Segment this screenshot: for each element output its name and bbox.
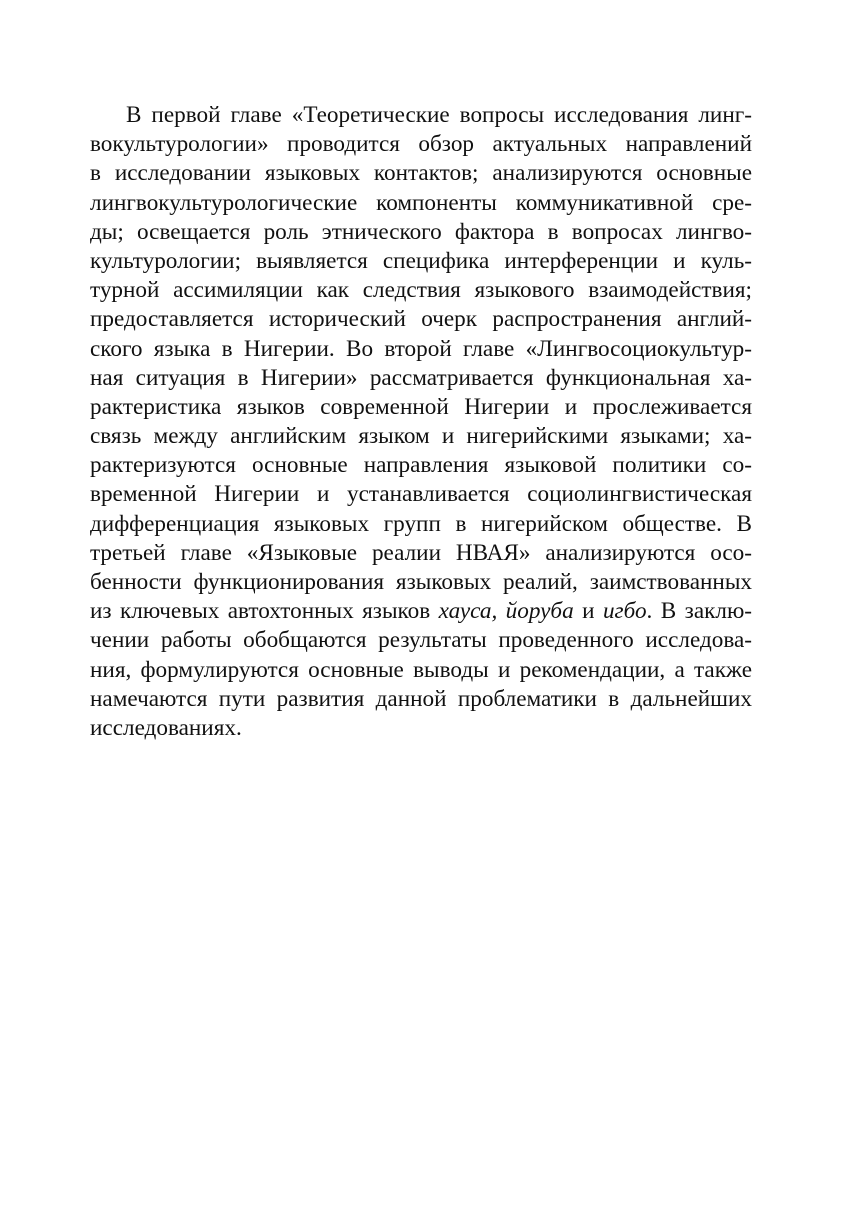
text-line: ния, формулируются основные выводы и рекомендации, а также: [90, 656, 752, 683]
text-line: рактеристика языков современной Нигерии и прослеживается: [90, 393, 752, 420]
text-line-with-italics: [90, 597, 752, 626]
text-line: вокультурологии» проводится обзор актуальных направлений: [90, 131, 752, 158]
text-line: дифференциация языковых групп в нигерийском обществе. В: [90, 510, 752, 537]
text-line: В первой главе «Теоретические вопросы исследования линг-: [126, 102, 752, 128]
text-line: ды; освещается роль этнического фактора в вопросах лингво-: [90, 218, 752, 245]
text-line: исследованиях.: [90, 714, 242, 741]
text-line: намечаются пути развития данной проблематики в дальнейших: [90, 685, 752, 712]
text-line: лингвокультурологические компоненты коммуникативной сре-: [90, 189, 752, 216]
text-line: чении работы обобщаются результаты проведенного исследова-: [90, 627, 752, 654]
text-line: в исследовании языковых контактов; анализируются основные: [90, 160, 752, 187]
body-paragraph: [90, 101, 752, 743]
text-segment: . В заклю-: [646, 598, 752, 625]
text-line: бенности функционирования языковых реалий, заимствованных: [90, 569, 752, 595]
text-line: ная ситуация в Нигерии» рассматривается функциональная ха-: [90, 364, 752, 391]
text-line: ского языка в Нигерии. Во второй главе «Лингвосоциокультур-: [90, 335, 752, 362]
italic-language-names: хауса, йоруба: [438, 598, 574, 625]
text-line: культурологии; выявляется специфика интерференции и куль-: [90, 247, 752, 274]
text-segment: из ключевых автохтонных языков: [90, 598, 439, 625]
text-line: рактеризуются основные направления языковой политики со-: [90, 452, 752, 479]
text-line: турной ассимиляции как следствия языкового взаимодействия;: [90, 277, 752, 304]
text-line: третьей главе «Языковые реалии НВАЯ» анализируются осо-: [90, 539, 752, 566]
text-line: предоставляется исторический очерк распространения англий-: [90, 306, 752, 333]
italic-language-name: игбо: [602, 598, 647, 625]
text-line: связь между английским языком и нигерийскими языками; ха-: [90, 423, 752, 450]
text-segment: и: [573, 598, 603, 625]
text-line: временной Нигерии и устанавливается социолингвистическая: [90, 481, 752, 508]
